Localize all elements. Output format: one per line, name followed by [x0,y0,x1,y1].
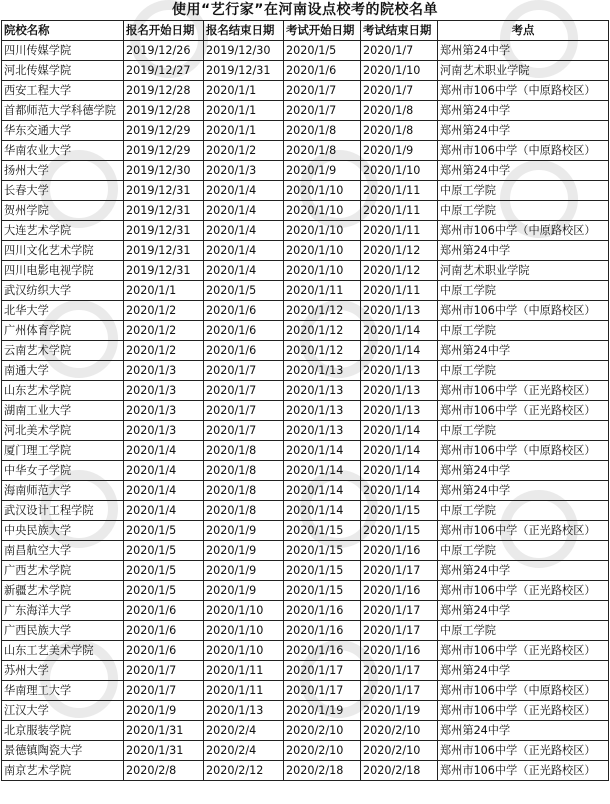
signup-start-cell: 2019/12/29 [124,121,204,141]
exam-site-cell: 中原工学院 [438,621,609,641]
exam-end-cell: 2020/1/15 [361,501,438,521]
table-row [2,161,609,181]
table-row [2,581,609,601]
exam-site-cell: 郑州市106中学（正光路校区） [438,761,609,781]
school-name-cell: 武汉设计工程学院 [2,501,124,521]
exam-end-cell: 2020/1/13 [361,301,438,321]
exam-site-cell: 郑州第24中学 [438,161,609,181]
school-name-cell: 北京服装学院 [2,721,124,741]
table-row [2,121,609,141]
school-name-cell: 广西艺术学院 [2,561,124,581]
exam-end-cell: 2020/1/17 [361,621,438,641]
school-name-cell: 华南理工大学 [2,681,124,701]
school-name-cell: 南通大学 [2,361,124,381]
table-row [2,381,609,401]
signup-end-cell: 2020/1/11 [204,681,284,701]
exam-start-cell: 2020/1/12 [284,301,361,321]
exam-end-cell: 2020/1/19 [361,701,438,721]
exam-site-cell: 郑州市106中学（正光路校区） [438,381,609,401]
signup-start-cell: 2019/12/30 [124,161,204,181]
exam-start-cell: 2020/1/14 [284,481,361,501]
exam-end-cell: 2020/1/10 [361,161,438,181]
exam-site-cell: 中原工学院 [438,321,609,341]
exam-site-cell: 中原工学院 [438,201,609,221]
exam-end-cell: 2020/1/14 [361,481,438,501]
exam-start-cell: 2020/1/11 [284,281,361,301]
signup-start-cell: 2019/12/31 [124,221,204,241]
exam-site-cell: 河南艺术职业学院 [438,261,609,281]
signup-start-cell: 2020/1/5 [124,541,204,561]
table-row [2,341,609,361]
signup-end-cell: 2020/1/7 [204,401,284,421]
school-name-cell: 云南艺术学院 [2,341,124,361]
exam-start-cell: 2020/1/16 [284,601,361,621]
exam-start-cell: 2020/1/13 [284,381,361,401]
table-row [2,101,609,121]
header-exam-start: 考试开始日期 [284,21,361,41]
exam-start-cell: 2020/1/10 [284,241,361,261]
signup-start-cell: 2020/1/4 [124,461,204,481]
exam-site-cell: 郑州第24中学 [438,721,609,741]
table-row [2,141,609,161]
signup-start-cell: 2020/1/2 [124,321,204,341]
exam-start-cell: 2020/1/8 [284,121,361,141]
exam-start-cell: 2020/1/14 [284,461,361,481]
header-school-name: 院校名称 [2,21,124,41]
exam-site-cell: 郑州市106中学（中原路校区） [438,141,609,161]
signup-end-cell: 2020/1/6 [204,301,284,321]
page-title: 使用“艺行家”在河南设点校考的院校名单 [172,2,438,18]
signup-start-cell: 2020/1/6 [124,621,204,641]
exam-site-cell: 郑州第24中学 [438,481,609,501]
exam-start-cell: 2020/1/10 [284,201,361,221]
exam-start-cell: 2020/1/6 [284,61,361,81]
signup-end-cell: 2020/1/8 [204,461,284,481]
exam-site-cell: 郑州市106中学（中原路校区） [438,301,609,321]
signup-start-cell: 2020/1/6 [124,601,204,621]
signup-end-cell: 2020/1/7 [204,421,284,441]
school-name-cell: 北华大学 [2,301,124,321]
exam-end-cell: 2020/1/11 [361,201,438,221]
exam-site-cell: 郑州第24中学 [438,661,609,681]
exam-site-cell: 郑州第24中学 [438,461,609,481]
signup-start-cell: 2020/1/7 [124,681,204,701]
school-name-cell: 华东交通大学 [2,121,124,141]
exam-end-cell: 2020/1/14 [361,441,438,461]
signup-end-cell: 2020/1/4 [204,261,284,281]
exam-end-cell: 2020/1/17 [361,681,438,701]
table-row [2,661,609,681]
exam-end-cell: 2020/1/11 [361,221,438,241]
exam-start-cell: 2020/1/15 [284,521,361,541]
exam-end-cell: 2020/1/17 [361,561,438,581]
exam-end-cell: 2020/1/11 [361,181,438,201]
signup-end-cell: 2020/1/1 [204,121,284,141]
signup-end-cell: 2020/1/5 [204,281,284,301]
signup-start-cell: 2019/12/29 [124,141,204,161]
signup-end-cell: 2020/2/4 [204,721,284,741]
school-name-cell: 南京艺术学院 [2,761,124,781]
exam-end-cell: 2020/1/13 [361,401,438,421]
exam-site-cell: 郑州市106中学（正光路校区） [438,701,609,721]
signup-start-cell: 2020/1/2 [124,301,204,321]
exam-start-cell: 2020/2/10 [284,741,361,761]
signup-end-cell: 2020/2/12 [204,761,284,781]
table-row [2,401,609,421]
signup-start-cell: 2019/12/31 [124,241,204,261]
signup-end-cell: 2020/1/8 [204,481,284,501]
signup-end-cell: 2019/12/31 [204,61,284,81]
exam-end-cell: 2020/1/16 [361,641,438,661]
exam-end-cell: 2020/1/14 [361,421,438,441]
signup-end-cell: 2020/1/8 [204,501,284,521]
exam-site-cell: 郑州市106中学（中原路校区） [438,681,609,701]
exam-site-cell: 郑州第24中学 [438,121,609,141]
table-row [2,721,609,741]
table-row [2,501,609,521]
exam-start-cell: 2020/1/12 [284,341,361,361]
signup-start-cell: 2019/12/26 [124,41,204,61]
signup-end-cell: 2020/1/4 [204,221,284,241]
school-name-cell: 厦门理工学院 [2,441,124,461]
exam-start-cell: 2020/1/13 [284,421,361,441]
table-row [2,241,609,261]
exam-end-cell: 2020/2/10 [361,721,438,741]
exam-start-cell: 2020/1/13 [284,401,361,421]
signup-end-cell: 2020/1/8 [204,441,284,461]
exam-site-cell: 河南艺术职业学院 [438,61,609,81]
signup-start-cell: 2020/1/2 [124,341,204,361]
signup-end-cell: 2020/1/9 [204,541,284,561]
exam-start-cell: 2020/1/17 [284,681,361,701]
exam-start-cell: 2020/1/12 [284,321,361,341]
school-name-cell: 首都师范大学科德学院 [2,101,124,121]
signup-end-cell: 2020/1/13 [204,701,284,721]
exam-end-cell: 2020/1/16 [361,581,438,601]
header-signup-start: 报名开始日期 [124,21,204,41]
table-row [2,521,609,541]
table-row [2,441,609,461]
school-name-cell: 河北美术学院 [2,421,124,441]
signup-end-cell: 2020/1/10 [204,641,284,661]
exam-start-cell: 2020/1/10 [284,261,361,281]
signup-start-cell: 2019/12/28 [124,81,204,101]
signup-start-cell: 2020/1/5 [124,561,204,581]
exam-end-cell: 2020/1/7 [361,81,438,101]
exam-site-cell: 中原工学院 [438,281,609,301]
exam-end-cell: 2020/1/8 [361,101,438,121]
table-row [2,761,609,781]
signup-start-cell: 2020/1/4 [124,481,204,501]
exam-site-cell: 郑州市106中学（正光路校区） [438,581,609,601]
exam-site-cell: 郑州第24中学 [438,561,609,581]
exam-site-cell: 中原工学院 [438,501,609,521]
exam-start-cell: 2020/1/15 [284,561,361,581]
signup-end-cell: 2020/1/7 [204,381,284,401]
exam-start-cell: 2020/1/13 [284,361,361,381]
table-row [2,321,609,341]
signup-start-cell: 2019/12/28 [124,101,204,121]
table-row [2,681,609,701]
exam-start-cell: 2020/1/10 [284,181,361,201]
school-name-cell: 广西民族大学 [2,621,124,641]
signup-start-cell: 2020/1/7 [124,661,204,681]
school-name-cell: 山东工艺美术学院 [2,641,124,661]
exam-start-cell: 2020/1/14 [284,441,361,461]
school-name-cell: 贺州学院 [2,201,124,221]
signup-end-cell: 2020/1/10 [204,601,284,621]
table-row [2,741,609,761]
exam-start-cell: 2020/1/9 [284,161,361,181]
signup-start-cell: 2020/1/5 [124,581,204,601]
school-name-cell: 河北传媒学院 [2,61,124,81]
signup-start-cell: 2019/12/27 [124,61,204,81]
exam-end-cell: 2020/1/9 [361,141,438,161]
school-name-cell: 长春大学 [2,181,124,201]
exam-site-cell: 郑州市106中学（中原路校区） [438,81,609,101]
table-row [2,201,609,221]
exam-end-cell: 2020/1/10 [361,61,438,81]
exam-site-cell: 中原工学院 [438,361,609,381]
school-name-cell: 四川电影电视学院 [2,261,124,281]
school-name-cell: 西安工程大学 [2,81,124,101]
exam-end-cell: 2020/1/7 [361,41,438,61]
school-name-cell: 海南师范大学 [2,481,124,501]
signup-end-cell: 2020/1/4 [204,201,284,221]
exam-site-cell: 郑州市106中学（中原路校区） [438,221,609,241]
table-row [2,561,609,581]
university-exam-table [1,0,609,781]
signup-start-cell: 2020/1/3 [124,401,204,421]
exam-start-cell: 2020/1/17 [284,661,361,681]
exam-start-cell: 2020/1/16 [284,641,361,661]
exam-site-cell: 郑州市106中学（正光路校区） [438,641,609,661]
table-row [2,701,609,721]
table-row [2,41,609,61]
exam-end-cell: 2020/1/15 [361,521,438,541]
signup-start-cell: 2019/12/31 [124,201,204,221]
signup-start-cell: 2020/1/6 [124,641,204,661]
exam-end-cell: 2020/1/14 [361,341,438,361]
exam-site-cell: 中原工学院 [438,541,609,561]
school-name-cell: 广州体育学院 [2,321,124,341]
table-row [2,181,609,201]
table-row [2,621,609,641]
signup-start-cell: 2020/1/3 [124,381,204,401]
signup-end-cell: 2020/1/10 [204,621,284,641]
table-row [2,361,609,381]
signup-start-cell: 2020/1/3 [124,361,204,381]
exam-end-cell: 2020/1/12 [361,261,438,281]
school-name-cell: 大连艺术学院 [2,221,124,241]
school-name-cell: 山东艺术学院 [2,381,124,401]
exam-site-cell: 郑州第24中学 [438,41,609,61]
exam-start-cell: 2020/1/10 [284,221,361,241]
exam-site-cell: 郑州第24中学 [438,341,609,361]
school-name-cell: 四川传媒学院 [2,41,124,61]
signup-start-cell: 2020/1/4 [124,501,204,521]
signup-start-cell: 2020/1/9 [124,701,204,721]
exam-site-cell: 郑州第24中学 [438,241,609,261]
signup-end-cell: 2020/1/6 [204,341,284,361]
exam-start-cell: 2020/2/18 [284,761,361,781]
school-name-cell: 南昌航空大学 [2,541,124,561]
header-exam-site: 考点 [438,21,609,41]
exam-end-cell: 2020/1/12 [361,241,438,261]
table-row [2,481,609,501]
signup-end-cell: 2020/1/4 [204,241,284,261]
school-name-cell: 景德镇陶瓷大学 [2,741,124,761]
signup-end-cell: 2020/1/7 [204,361,284,381]
exam-site-cell: 郑州市106中学（正光路校区） [438,741,609,761]
exam-end-cell: 2020/2/18 [361,761,438,781]
exam-start-cell: 2020/1/7 [284,101,361,121]
exam-start-cell: 2020/1/5 [284,41,361,61]
exam-start-cell: 2020/1/19 [284,701,361,721]
school-name-cell: 江汉大学 [2,701,124,721]
header-exam-end: 考试结束日期 [361,21,438,41]
exam-site-cell: 郑州市106中学（正光路校区） [438,521,609,541]
exam-site-cell: 郑州第24中学 [438,601,609,621]
signup-end-cell: 2019/12/30 [204,41,284,61]
header-row [2,21,609,41]
exam-start-cell: 2020/1/7 [284,81,361,101]
signup-end-cell: 2020/1/9 [204,521,284,541]
exam-end-cell: 2020/1/17 [361,661,438,681]
table-row [2,461,609,481]
school-name-cell: 中华女子学院 [2,461,124,481]
table-row [2,421,609,441]
signup-start-cell: 2020/2/8 [124,761,204,781]
signup-end-cell: 2020/1/1 [204,81,284,101]
signup-start-cell: 2020/1/5 [124,521,204,541]
table-row [2,301,609,321]
school-name-cell: 新疆艺术学院 [2,581,124,601]
school-name-cell: 武汉纺织大学 [2,281,124,301]
signup-end-cell: 2020/1/6 [204,321,284,341]
exam-end-cell: 2020/1/11 [361,281,438,301]
table-row [2,261,609,281]
school-name-cell: 中央民族大学 [2,521,124,541]
exam-end-cell: 2020/1/16 [361,541,438,561]
exam-end-cell: 2020/1/17 [361,601,438,621]
school-name-cell: 苏州大学 [2,661,124,681]
exam-site-cell: 郑州市106中学（正光路校区） [438,401,609,421]
signup-start-cell: 2020/1/3 [124,421,204,441]
signup-end-cell: 2020/1/2 [204,141,284,161]
exam-end-cell: 2020/1/13 [361,381,438,401]
exam-end-cell: 2020/1/14 [361,321,438,341]
signup-start-cell: 2019/12/31 [124,261,204,281]
exam-start-cell: 2020/1/8 [284,141,361,161]
exam-end-cell: 2020/2/10 [361,741,438,761]
table-row [2,61,609,81]
exam-site-cell: 郑州市106中学（中原路校区） [438,441,609,461]
exam-site-cell: 中原工学院 [438,181,609,201]
signup-start-cell: 2020/1/4 [124,441,204,461]
school-name-cell: 华南农业大学 [2,141,124,161]
signup-end-cell: 2020/1/9 [204,561,284,581]
signup-start-cell: 2020/1/1 [124,281,204,301]
signup-start-cell: 2019/12/31 [124,181,204,201]
table-row [2,281,609,301]
table-row [2,601,609,621]
exam-start-cell: 2020/2/10 [284,721,361,741]
school-name-cell: 广东海洋大学 [2,601,124,621]
exam-site-cell: 中原工学院 [438,421,609,441]
exam-start-cell: 2020/1/16 [284,621,361,641]
table-row [2,641,609,661]
exam-site-cell: 郑州第24中学 [438,101,609,121]
table-row [2,81,609,101]
signup-end-cell: 2020/1/9 [204,581,284,601]
table-row [2,541,609,561]
exam-start-cell: 2020/1/14 [284,501,361,521]
signup-end-cell: 2020/1/11 [204,661,284,681]
exam-start-cell: 2020/1/15 [284,541,361,561]
school-name-cell: 四川文化艺术学院 [2,241,124,261]
exam-end-cell: 2020/1/8 [361,121,438,141]
header-signup-end: 报名结束日期 [204,21,284,41]
signup-end-cell: 2020/1/4 [204,181,284,201]
school-name-cell: 扬州大学 [2,161,124,181]
exam-end-cell: 2020/1/13 [361,361,438,381]
school-name-cell: 湖南工业大学 [2,401,124,421]
signup-start-cell: 2020/1/31 [124,721,204,741]
signup-end-cell: 2020/1/1 [204,101,284,121]
signup-end-cell: 2020/2/4 [204,741,284,761]
exam-start-cell: 2020/1/15 [284,581,361,601]
signup-end-cell: 2020/1/3 [204,161,284,181]
table-row [2,221,609,241]
exam-end-cell: 2020/1/14 [361,461,438,481]
table-body [2,41,609,781]
signup-start-cell: 2020/1/31 [124,741,204,761]
